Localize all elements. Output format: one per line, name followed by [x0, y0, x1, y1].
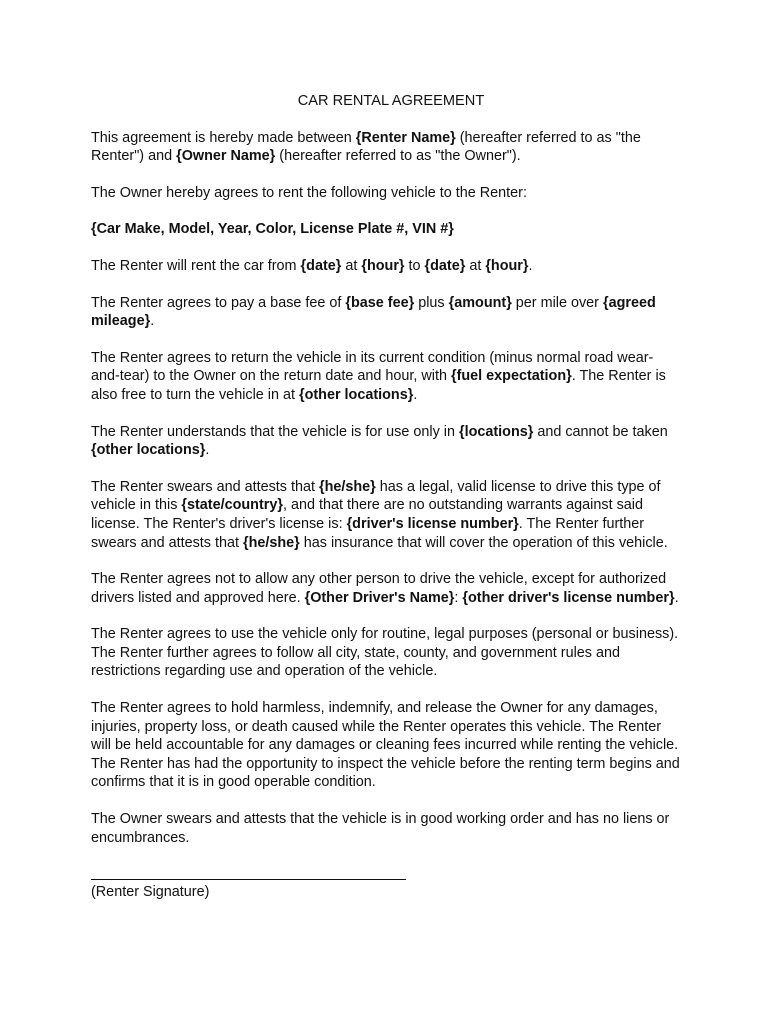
text: at	[465, 257, 486, 274]
placeholder-other-driver-license: {other driver's license number}	[462, 589, 675, 606]
text: .	[205, 442, 210, 459]
text: . The Renter further swears and attests that	[91, 515, 645, 551]
document-title: CAR RENTAL AGREEMENT	[297, 93, 485, 109]
text: The Renter agrees not to allow any other person to drive the vehicle, except for authorized drivers listed and approved here.	[91, 571, 667, 606]
signature-line	[91, 872, 406, 880]
text: The Renter agrees to pay a base fee of	[91, 294, 346, 311]
text: has insurance that will cover the operation of this vehicle.	[299, 534, 668, 551]
placeholder-base-fee: {base fee}	[345, 294, 415, 311]
paragraph-rental-period	[91, 257, 681, 276]
placeholder-state-country: {state/country}	[181, 497, 283, 514]
placeholder-fuel-expectation: {fuel expectation}	[450, 368, 572, 385]
text: . The Renter is also free to turn the vehicle in at	[91, 368, 666, 403]
placeholder-license-number: {driver's license number}	[346, 515, 519, 532]
text: .	[528, 257, 533, 274]
text: .	[150, 313, 155, 330]
paragraph-parties	[91, 129, 681, 166]
placeholder-start-date: {date}	[300, 257, 342, 274]
paragraph-locations	[91, 423, 681, 460]
paragraph-owner-attestation: The Owner swears and attests that the vehicle is in good working order and has no liens or encumbrances.	[91, 811, 670, 846]
placeholder-vehicle-details: {Car Make, Model, Year, Color, License Plate #, VIN #}	[91, 221, 454, 238]
paragraph-indemnity: The Renter agrees to hold harmless, indemnify, and release the Owner for any damages, injuries, property loss, or death caused while the Renter operates this vehicle. The Renter will be held accountable for any damages or cleaning fees incurred while renting the vehicle. The Renter has had the opportunity to inspect the vehicle before the renting term begins and confirms that it is in good operable condition.	[91, 700, 680, 791]
text: .	[413, 386, 418, 403]
text: This agreement is hereby made between	[91, 129, 356, 146]
text: plus	[414, 294, 449, 311]
paragraph-use: The Renter agrees to use the vehicle only for routine, legal purposes (personal or business). The Renter further agrees to follow all city, state, county, and government rules and restrictions regarding use and operation of the vehicle.	[91, 626, 679, 680]
text: .	[674, 589, 679, 606]
signature-label: (Renter Signature)	[91, 884, 210, 901]
text: The Renter agrees to return the vehicle in its current condition (minus normal road wear-and-tear) to the Owner on the return date and hour, with	[91, 349, 654, 385]
text: The Renter will rent the car from	[91, 257, 301, 274]
placeholder-amount: {amount}	[448, 294, 512, 311]
placeholder-agreed-mileage: {agreed mileage}	[91, 294, 656, 330]
text: has a legal, valid license to drive this type of vehicle in this	[91, 478, 661, 514]
text: The Renter understands that the vehicle is for use only in	[91, 423, 459, 440]
placeholder-other-locations: {other locations}	[298, 386, 414, 403]
text: at	[341, 257, 362, 274]
placeholder-start-hour: {hour}	[361, 257, 405, 274]
placeholder-end-date: {date}	[424, 257, 466, 274]
text: , and that there are no outstanding warrants against said license. The Renter's driver's license is:	[91, 497, 643, 532]
paragraph-other-drivers	[91, 570, 681, 607]
placeholder-pronoun: {he/she}	[242, 534, 300, 551]
text: to	[404, 257, 425, 274]
placeholder-locations: {locations}	[458, 423, 534, 440]
document-page	[91, 92, 681, 902]
text: (hereafter referred to as "the Renter") and	[91, 129, 641, 165]
text: The Renter swears and attests that	[91, 478, 319, 495]
placeholder-owner-name: {Owner Name}	[176, 148, 276, 165]
text: per mile over	[511, 294, 603, 311]
paragraph-fees	[91, 294, 681, 331]
paragraph-return	[91, 349, 681, 405]
placeholder-end-hour: {hour}	[485, 257, 529, 274]
paragraph-agreement: The Owner hereby agrees to rent the following vehicle to the Renter:	[91, 184, 527, 201]
text: (hereafter referred to as "the Owner").	[275, 148, 521, 165]
text: :	[454, 589, 463, 606]
placeholder-renter-name: {Renter Name}	[355, 129, 456, 146]
placeholder-other-locations: {other locations}	[91, 442, 206, 459]
placeholder-other-driver-name: {Other Driver's Name}	[304, 589, 455, 606]
placeholder-pronoun: {he/she}	[318, 478, 376, 495]
text: and cannot be taken	[533, 423, 668, 440]
paragraph-license	[91, 478, 681, 552]
paragraph-vehicle	[91, 220, 681, 239]
